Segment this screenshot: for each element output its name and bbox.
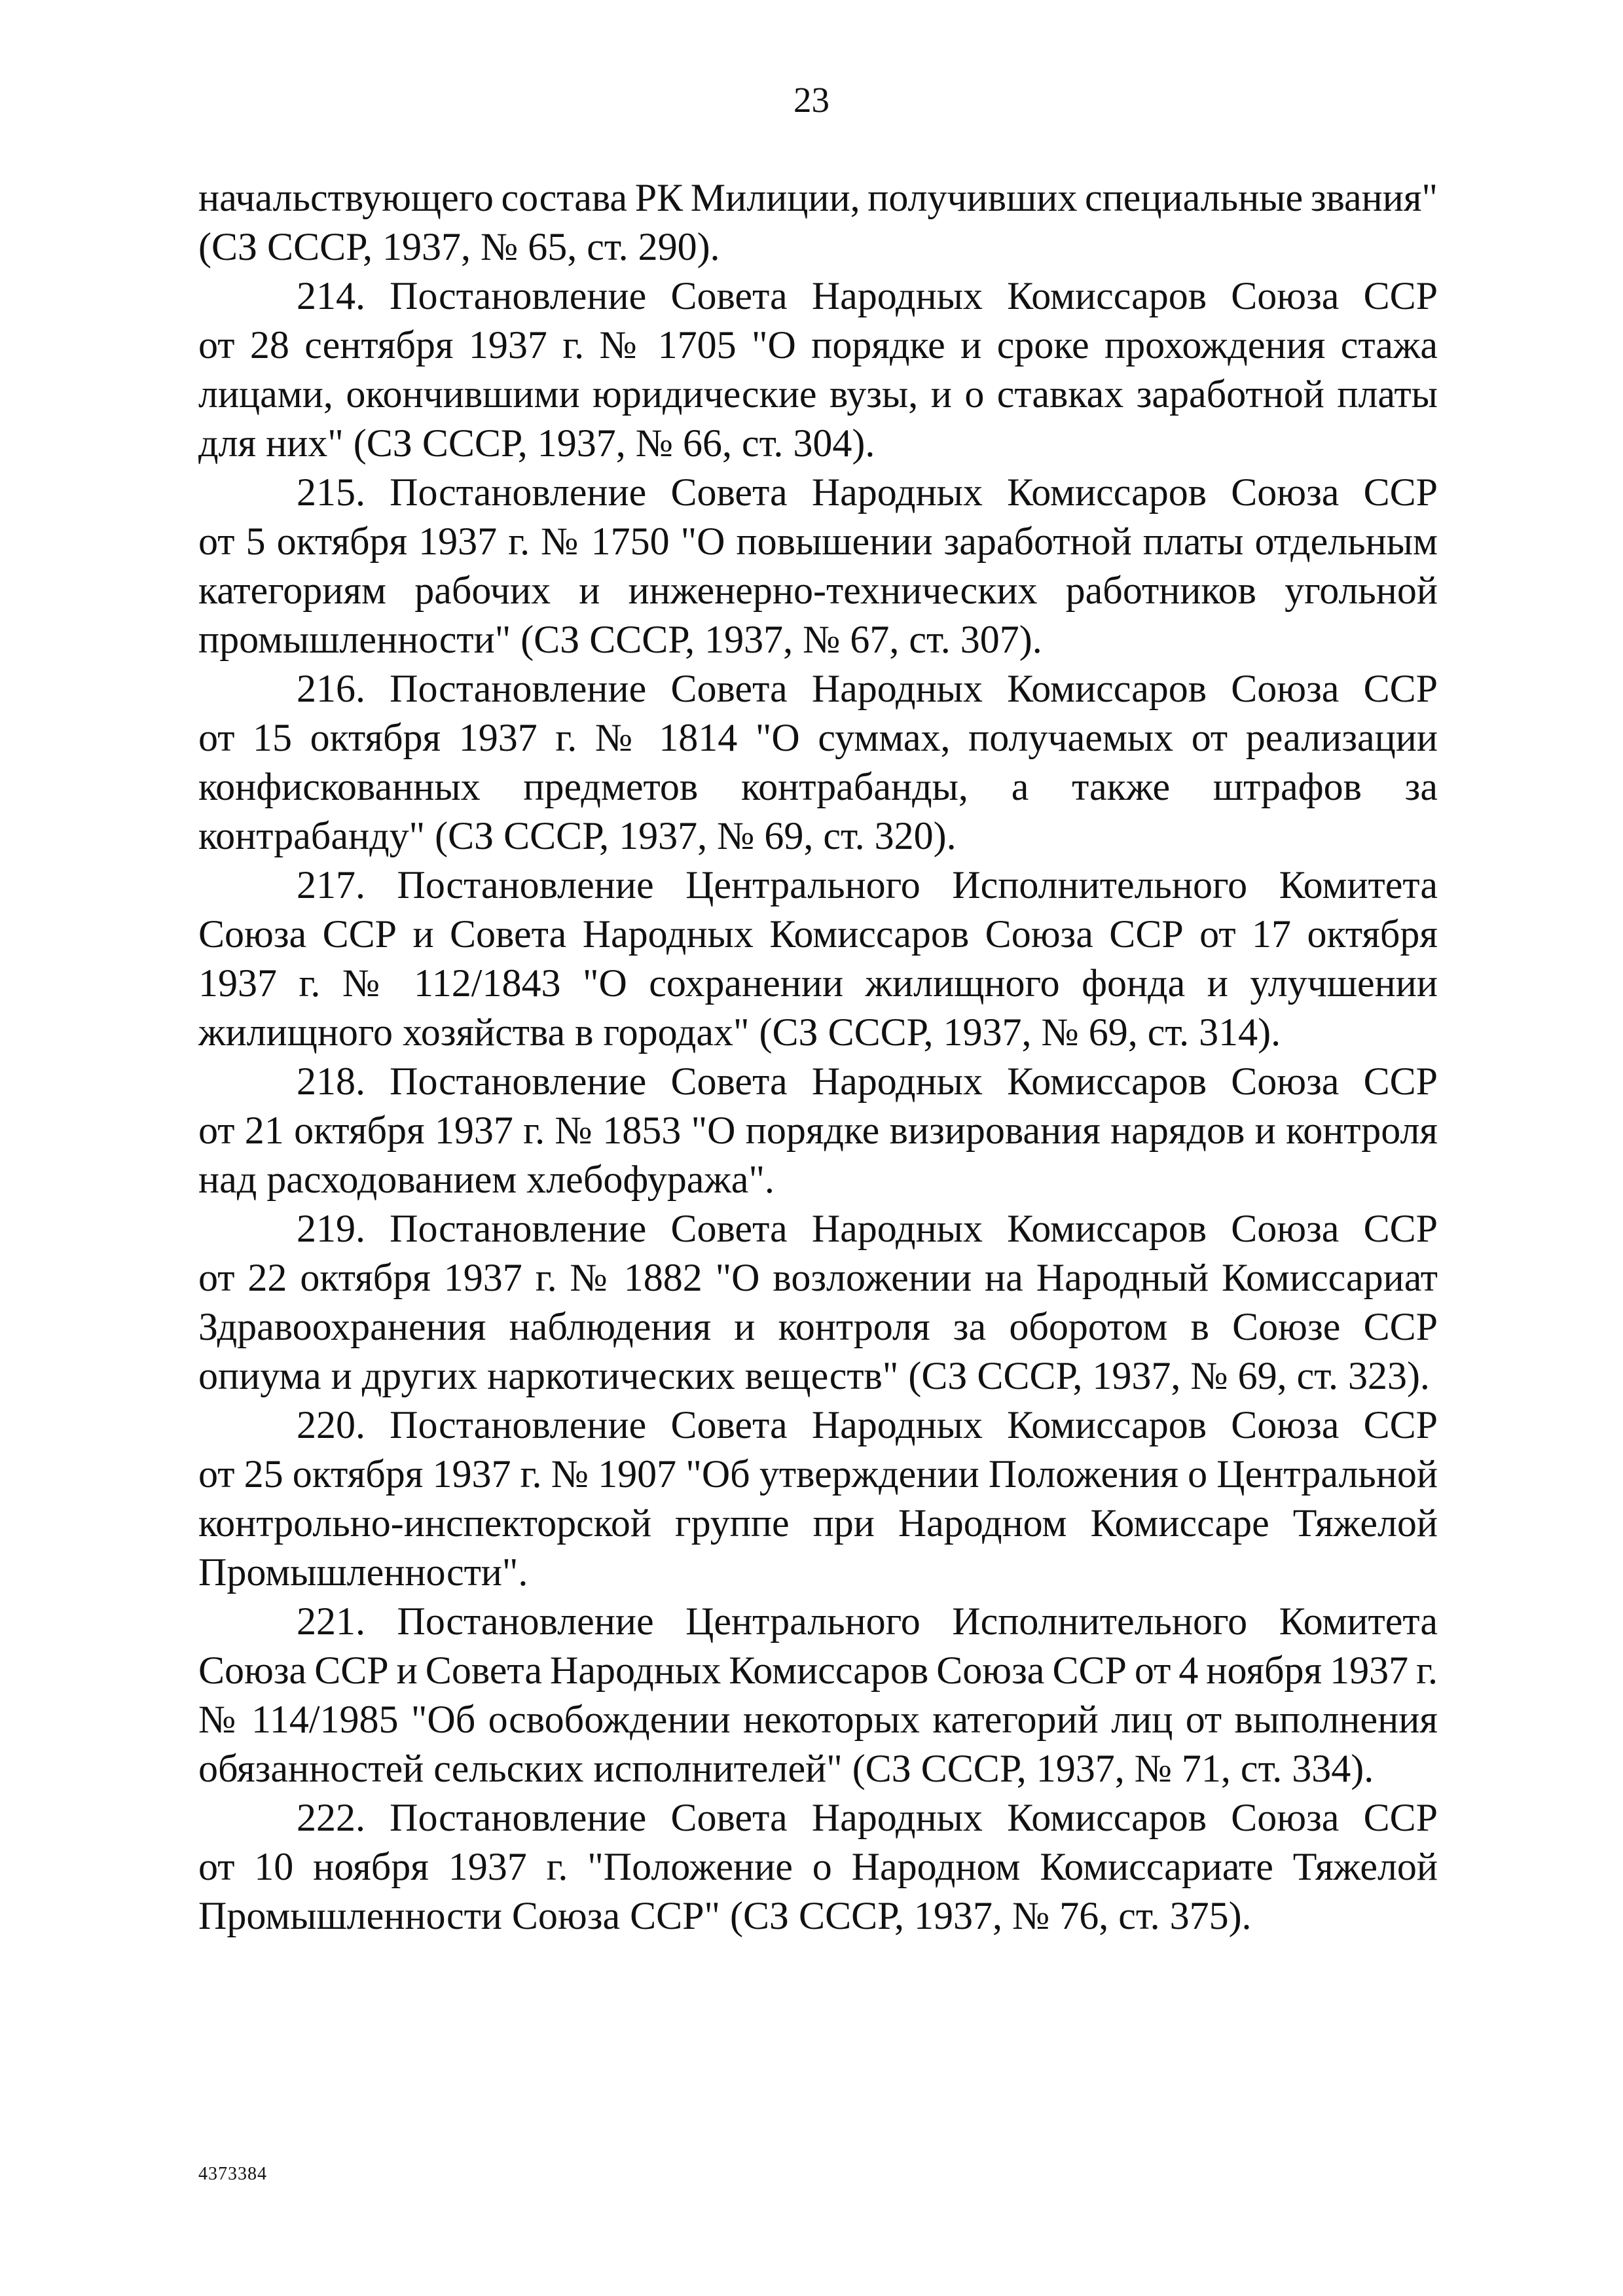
document-id: 4373384 xyxy=(198,2164,267,2184)
list-item-219 xyxy=(198,1204,1438,1401)
paragraph-continuation xyxy=(198,173,1438,272)
text-line: от 15 октября 1937 г. № 1814 "О суммах, получаемых от реализации xyxy=(198,716,1438,759)
text-line: от 22 октября 1937 г. № 1882 "О возложении на Народный Комиссариат xyxy=(198,1256,1438,1299)
text-line: Здравоохранения наблюдения и контроля за оборотом в Союзе ССР xyxy=(198,1305,1438,1348)
list-item-216 xyxy=(198,664,1438,861)
text-line: Промышленности". xyxy=(198,1551,528,1594)
text-line: 216. Постановление Совета Народных Комиссаров Союза ССР xyxy=(297,667,1438,710)
text-line: от 28 сентября 1937 г. № 1705 "О порядке и сроке прохождения стажа xyxy=(198,323,1438,367)
page-number: 23 xyxy=(793,80,830,120)
text-line: лицами, окончившими юридические вузы, и о ставках заработной платы xyxy=(198,372,1438,416)
text-line: от 21 октября 1937 г. № 1853 "О порядке визирования нарядов и контроля xyxy=(198,1109,1438,1152)
text-line: Промышленности Союза ССР" (СЗ СССР, 1937, № 76, ст. 375). xyxy=(198,1894,1252,1937)
text-line: 222. Постановление Совета Народных Комиссаров Союза ССР xyxy=(297,1796,1438,1839)
text-line: категориям рабочих и инженерно-технических работников угольной xyxy=(198,569,1438,612)
list-item-218 xyxy=(198,1057,1438,1204)
text-line: жилищного хозяйства в городах" (СЗ СССР, 1937, № 69, ст. 314). xyxy=(198,1011,1281,1054)
list-item-214 xyxy=(198,272,1438,468)
text-line: 215. Постановление Совета Народных Комиссаров Союза ССР xyxy=(297,471,1438,514)
text-line: 218. Постановление Совета Народных Комиссаров Союза ССР xyxy=(297,1060,1438,1103)
text-line: (СЗ СССР, 1937, № 65, ст. 290). xyxy=(198,225,720,268)
text-line: для них" (СЗ СССР, 1937, № 66, ст. 304). xyxy=(198,422,875,465)
list-item-217 xyxy=(198,861,1438,1057)
text-line: Союза ССР и Совета Народных Комиссаров Союза ССР от 17 октября xyxy=(198,912,1438,956)
list-item-220 xyxy=(198,1401,1438,1597)
list-item-215 xyxy=(198,468,1438,664)
text-line: обязанностей сельских исполнителей" (СЗ СССР, 1937, № 71, ст. 334). xyxy=(198,1747,1374,1790)
list-item-221 xyxy=(198,1597,1438,1793)
text-line: 1937 г. № 112/1843 "О сохранении жилищного фонда и улучшении xyxy=(198,961,1438,1005)
text-line: опиума и других наркотических веществ" (СЗ СССР, 1937, № 69, ст. 323). xyxy=(198,1354,1430,1397)
list-item-222 xyxy=(198,1793,1438,1941)
text-line: контрольно-инспекторской группе при Народном Комиссаре Тяжелой xyxy=(198,1501,1438,1545)
text-line: конфискованных предметов контрабанды, а также штрафов за xyxy=(198,765,1438,808)
text-line: 221. Постановление Центрального Исполнительного Комитета xyxy=(297,1600,1438,1643)
text-line: контрабанду" (СЗ СССР, 1937, № 69, ст. 320). xyxy=(198,814,957,857)
document-body xyxy=(198,173,1438,1941)
text-line: начальствующего состава РК Милиции, получивших специальные звания" xyxy=(198,176,1438,219)
text-line: от 25 октября 1937 г. № 1907 "Об утверждении Положения о Центральной xyxy=(198,1452,1438,1496)
text-line: 217. Постановление Центрального Исполнительного Комитета xyxy=(297,863,1438,906)
text-line: от 10 ноября 1937 г. "Положение о Народном Комиссариате Тяжелой xyxy=(198,1845,1438,1888)
text-line: промышленности" (СЗ СССР, 1937, № 67, ст. 307). xyxy=(198,618,1042,661)
text-line: 220. Постановление Совета Народных Комиссаров Союза ССР xyxy=(297,1403,1438,1446)
text-line: 219. Постановление Совета Народных Комиссаров Союза ССР xyxy=(297,1207,1438,1250)
text-line: Союза ССР и Совета Народных Комиссаров Союза ССР от 4 ноября 1937 г. xyxy=(198,1649,1438,1692)
text-line: над расходованием хлебофуража". xyxy=(198,1158,775,1201)
text-line: № 114/1985 "Об освобождении некоторых категорий лиц от выполнения xyxy=(198,1698,1438,1741)
text-line: 214. Постановление Совета Народных Комиссаров Союза ССР xyxy=(297,274,1438,317)
text-line: от 5 октября 1937 г. № 1750 "О повышении заработной платы отдельным xyxy=(198,520,1438,563)
